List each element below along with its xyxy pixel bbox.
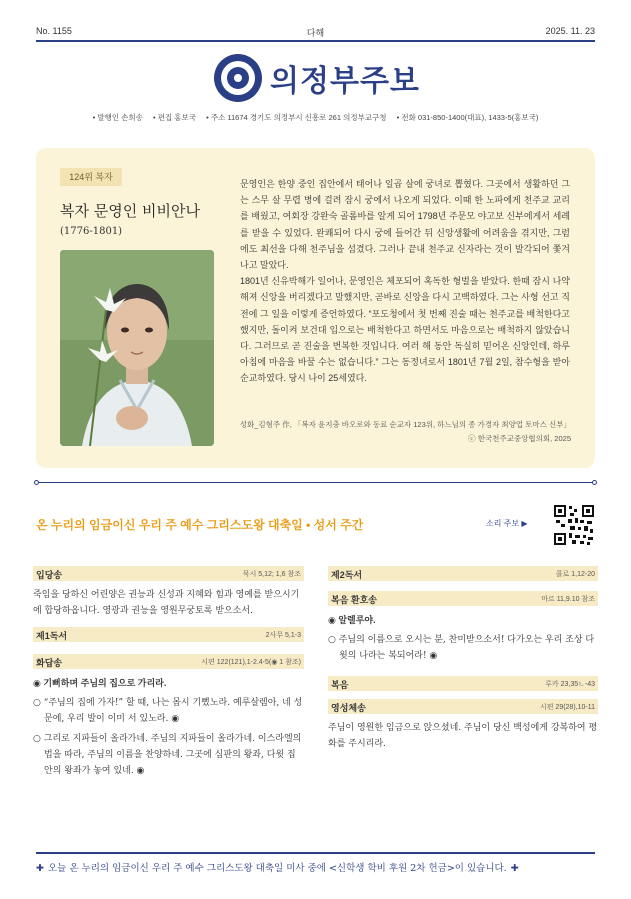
acclamation-response: ◉ 알렐루야. [328, 615, 376, 625]
feature-tag: 124위 복자 [60, 168, 122, 186]
section-label-psalm: 화답송 시편 122(121),1-2.4-5(◉ 1 참조) [33, 654, 304, 669]
audio-bulletin-link[interactable]: 소리 주보 ▶ [486, 519, 528, 528]
feature-years: (1776-1801) [60, 226, 123, 237]
section-label-second-reading: 제2독서 콜로 1,12-20 [328, 566, 598, 581]
cross-icon: ✚ [36, 863, 44, 874]
qr-code-icon[interactable] [553, 504, 595, 546]
divider-dot [34, 480, 39, 485]
readings-left-column [33, 566, 304, 783]
feature-title: 복자 문영인 비비안나 [60, 202, 200, 220]
credit-line: 성화_김형주 作, 「복자 윤지충 바오로와 동료 순교자 123위, 하느님의 종 가경자 최양업 토마스 신부」 [239, 420, 571, 429]
masthead [0, 50, 631, 106]
acclamation-verse: ○ 주님의 이름으로 오시는 분, 찬미받으소서! 다가오는 우리 조상 다윗의 나라는 복되어라! ◉ [328, 635, 595, 661]
diocese-seal-logo [214, 54, 262, 102]
publisher: • 발행인 손희송 [92, 113, 143, 122]
issue-date: 2025. 11. 23 [545, 26, 595, 36]
feature-paragraph: 문영인은 한양 중인 집안에서 태어나 일곱 살에 궁녀로 뽑혔다. 그곳에서 생활하던 그는 스무 살 무렵 병에 걸려 잠시 궁에서 나오게 되었다. 이때 한 노파에게 천주교 교리를 배웠고, 여회장 강완숙 골롬바를 알게 되어 1798년 주문모 야고보 신부에게서 세례를 받을 수 있었다. 완쾌되어 다시 궁에 들어간 뒤 신앙생활에 어려움을 겪지만, 그럼에도 최선을 다해 천주님을 섬겼다. 그러나 끝내 천주교 신자라는 것이 발각되어 쫓겨나고 말았다. [240, 179, 570, 271]
image-credit [211, 418, 571, 446]
phone: • 전화 031-850-1400(대표), 1433-5(홍보국) [396, 113, 539, 122]
section-divider [36, 482, 595, 483]
liturgical-year: 다해 [306, 28, 325, 38]
feature-body [240, 176, 570, 387]
section-label-communion: 영성체송 시편 29(28),10-11 [328, 699, 598, 714]
psalm-response: ◉ 기뻐하며 주님의 집으로 가리라. [33, 678, 167, 688]
section-label-entrance: 입당송 묵시 5,12; 1,6 참조 [33, 566, 304, 581]
address: • 주소 11674 경기도 의정부시 신흥로 261 의정부교구청 [206, 113, 387, 122]
top-rule [36, 40, 595, 42]
readings-right-column [328, 566, 598, 760]
issue-number: No. 1155 [36, 26, 72, 36]
publication-info [36, 112, 595, 123]
feast-headline: 온 누리의 임금이신 우리 주 예수 그리스도왕 대축일 • 성서 주간 [36, 518, 364, 532]
psalm-verse: ○ “주님의 집에 가자!” 할 때, 나는 몹시 기뻤노라. 예루살렘아, 네 성문에, 우리 발이 이미 서 있노라. ◉ [33, 698, 303, 724]
section-label-gospel: 복음 루카 23,35ㄴ-43 [328, 676, 598, 691]
cross-icon: ✚ [510, 863, 519, 874]
copyright-line: ⓒ 한국천주교중앙협의회, 2025 [468, 434, 571, 443]
bottom-rule [36, 852, 595, 854]
editor: • 편집 홍보국 [152, 113, 197, 122]
section-label-first-reading: 제1독서 2사무 5,1-3 [33, 627, 304, 642]
feature-paragraph: 1801년 신유박해가 일어나, 문영인은 체포되어 혹독한 형벌을 받았다. 한때 잠시 나약해져 신앙을 버리겠다고 말했지만, 곧바로 신앙을 다시 고백하였다. 그는 사형 선고 직전에 그 일을 이렇게 증언하였다. “포도청에서 첫 번째 진술 때는 천주교를 배척한다고 했지만, 돌이켜 보건대 입으로는 배척한다고 하면서도 마음으로는 배척하지 않았습니다. 그러므로 곧 진술을 번복한 것입니다. 여러 해 동안 독실히 믿어온 신앙인데, 하루아침에 마음을 바꿀 수는 없습니다.” 그는 동정녀로서 1801년 7월 2일, 참수형을 받아 순교하였다. 당시 나이 25세였다. [240, 276, 570, 384]
psalm-verse: ○ 그리로 지파들이 올라가네. 주님의 지파들이 올라가네. 이스라엘의 법을 따라, 주님의 이름을 찬양하네. 그곳에 심판의 왕좌, 다윗 집안의 왕좌가 놓여 있네. ◉ [33, 734, 302, 776]
entrance-antiphon-text: 죽임을 당하신 어린양은 권능과 신성과 지혜와 힘과 영예를 받으시기에 합당하옵니다. 영광과 권능을 영원무궁토록 받으소서. [33, 590, 300, 616]
communion-antiphon-text: 주님이 영원한 임금으로 앉으셨네. 주님이 당신 백성에게 강복하여 평화를 주시리라. [328, 723, 598, 749]
saint-feature-box [36, 148, 595, 468]
divider-dot [592, 480, 597, 485]
section-label-gospel-acclamation: 복음 환호송 마르 11,9.10 참조 [328, 591, 598, 606]
bulletin-title: 의정부주보 [270, 64, 420, 99]
collection-notice: ✚ 오늘 온 누리의 임금이신 우리 주 예수 그리스도왕 대축일 미사 중에 <신학생 학비 후원 2차 헌금>이 있습니다. ✚ [36, 863, 519, 874]
saint-portrait-image [60, 250, 214, 446]
